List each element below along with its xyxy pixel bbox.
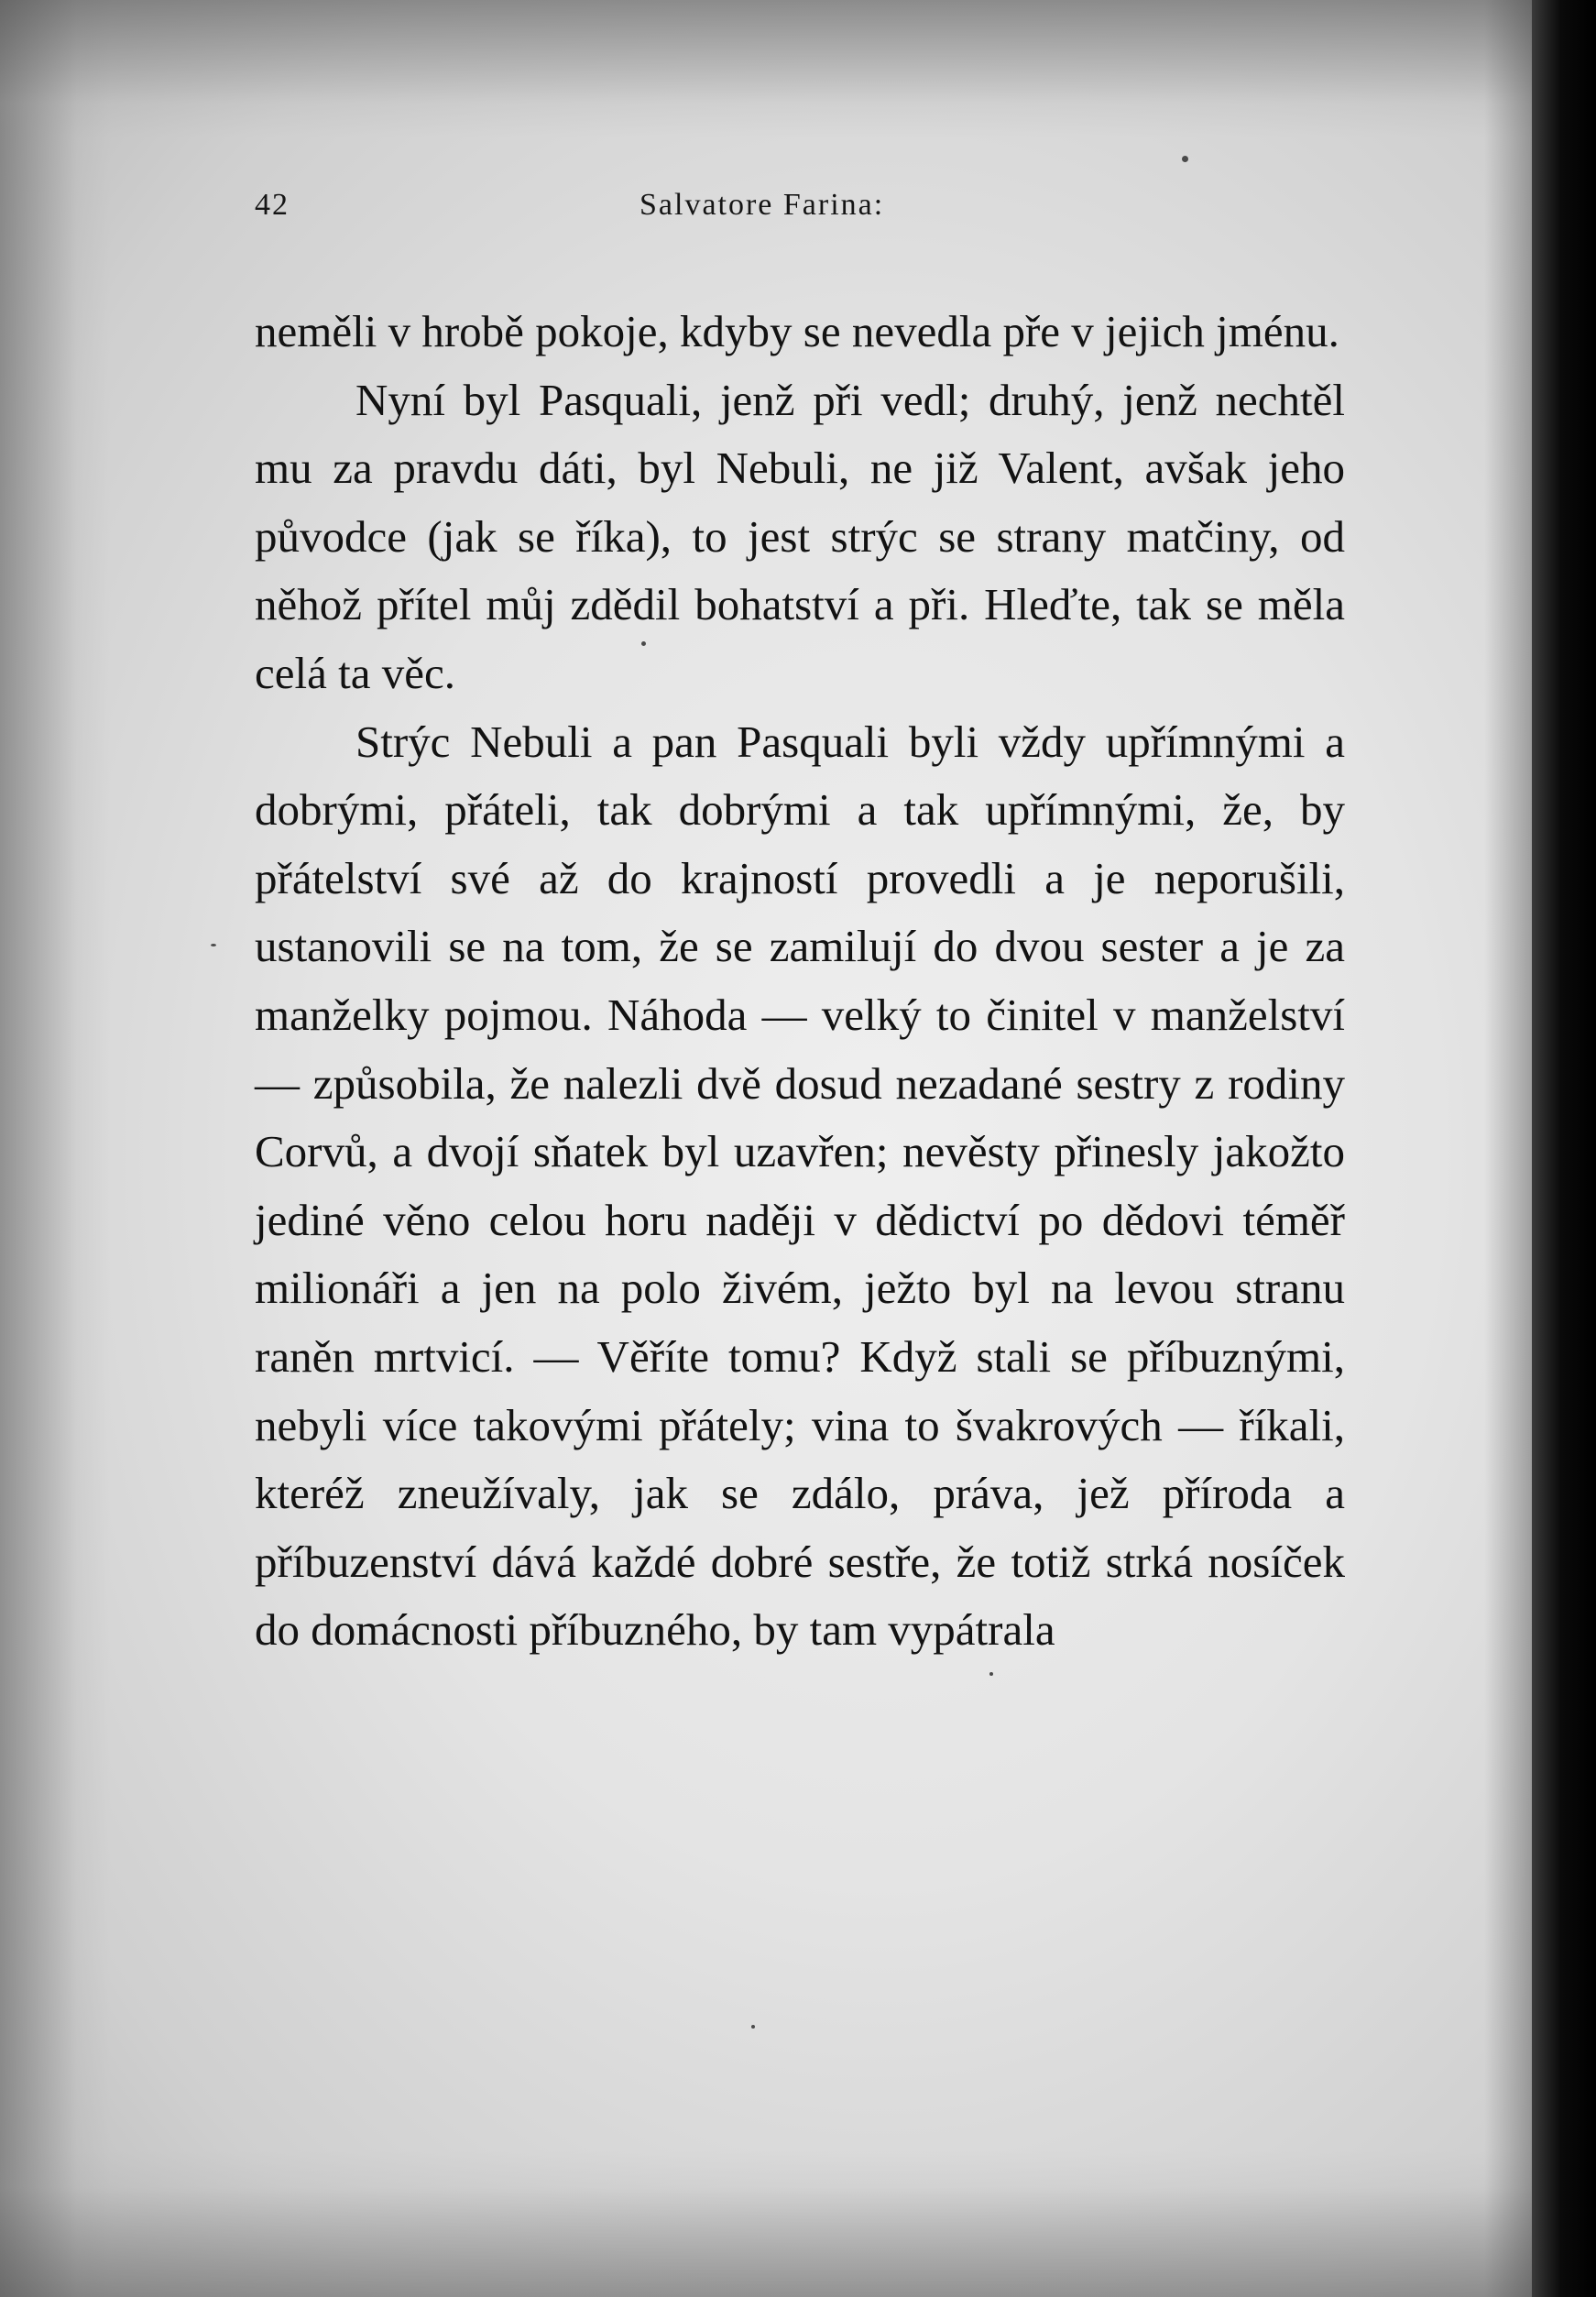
page-shadow-right xyxy=(1484,0,1539,2297)
scan-speck xyxy=(211,944,216,946)
page-edge-dark xyxy=(1532,0,1596,2297)
paragraph: neměli v hrobě pokoje, kdyby se nevedla pře v jejich jménu. xyxy=(255,306,1339,356)
paragraph: Strýc Nebuli a pan Pasquali byli vždy upřímnými a dobrými, přáteli, tak dobrými a tak upřímnými, že, by přátelství své až do krajností provedli a je neporušili, ustanovili se na tom, že se zamilují do dvou sester a je za manželky pojmou. Náhoda — velký to činitel v manželství — způsobila, že nalezli dvě dosud nezadané sestry z rodiny Corvů, a dvojí sňatek byl uzavřen; nevěsty přinesly jakožto jediné věno celou horu naději v dědictví po dědovi téměř milionáři a jen na polo živém, ježto byl na levou stranu raněn mrtvicí. — Věříte tomu? Když stali se příbuznými, nebyli více takovými přátely; vina to švakrových — říkali, kteréž zneužívaly, jak se zdálo, práva, jež příroda a příbuzenství dává každé dobré sestře, že totiž strká nosíček do domácnosti příbuzného, by tam vypátrala xyxy=(255,716,1345,1656)
scan-speck xyxy=(989,1672,993,1676)
page-shadow-left xyxy=(0,0,110,2297)
body-text xyxy=(255,298,1345,1665)
page-number: 42 xyxy=(255,188,290,222)
scan-speck xyxy=(751,2025,755,2029)
page-header xyxy=(255,188,1345,232)
scan-speck xyxy=(1182,156,1188,162)
running-head: Salvatore Farina: xyxy=(639,188,885,222)
page-shadow-bottom xyxy=(0,2150,1596,2297)
paragraph: Nyní byl Pasquali, jenž při vedl; druhý, jenž nechtěl mu za pravdu dáti, byl Nebuli, ne již Valent, avšak jeho původce (jak se říka), to jest strýc se strany matčiny, od něhož přítel můj zdědil bohatství a při. Hleďte, tak se měla celá ta věc. xyxy=(255,374,1345,698)
page-shadow-top xyxy=(0,0,1596,137)
